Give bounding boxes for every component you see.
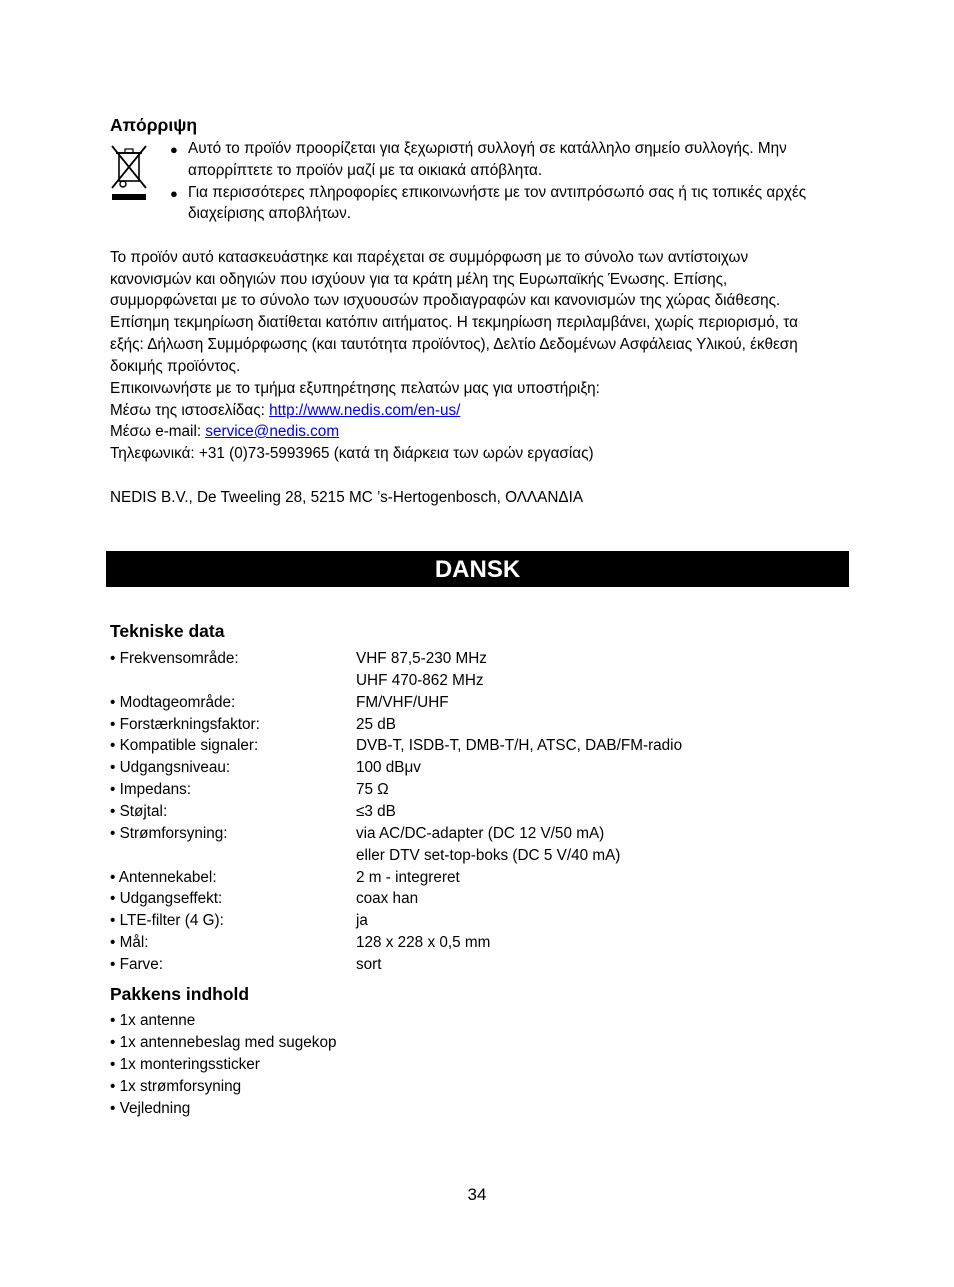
conformity-line: Επίσημη τεκμηρίωση διατίθεται κατόπιν αιτήματος. Η τεκμηρίωση περιλαμβάνει, χωρίς περιορισμό, τα (110, 314, 798, 331)
crossed-out-wheelie-bin-icon (110, 143, 150, 203)
phone-line: Τηλεφωνικά: +31 (0)73-5993965 (κατά τη διάρκεια των ωρών εργασίας) (110, 445, 594, 462)
bullet-dot: ● (170, 186, 178, 201)
website-link[interactable]: http://www.nedis.com/en-us/ (269, 402, 461, 419)
bullet-dot: ● (170, 142, 178, 157)
disposal-bullet-1-line-1: Αυτό το προϊόν προορίζεται για ξεχωριστή συλλογή σε κατάλληλο σημείο συλλογής. Μην (188, 140, 787, 157)
email-label: Μέσω e-mail: (110, 423, 206, 440)
spec-label: • Støjtal: (110, 803, 168, 820)
spec-value: UHF 470-862 MHz (356, 672, 484, 689)
spec-label: • Udgangseffekt: (110, 890, 223, 907)
specs-heading: Tekniske data (110, 621, 225, 641)
spec-label: • Frekvensområde: (110, 650, 239, 667)
spec-label: • Forstærkningsfaktor: (110, 716, 260, 733)
spec-label: • Kompatible signaler: (110, 737, 259, 754)
disposal-bullet-1-line-2: απορρίπτετε το προϊόν μαζί με τα οικιακά απόβλητα. (188, 162, 543, 179)
spec-label: • Impedans: (110, 781, 192, 798)
spec-value: coax han (356, 890, 419, 907)
package-item: • Vejledning (110, 1100, 191, 1117)
page-number: 34 (467, 1185, 487, 1204)
spec-value: FM/VHF/UHF (356, 694, 449, 711)
spec-value: VHF 87,5-230 MHz (356, 650, 487, 667)
spec-label: • Farve: (110, 956, 163, 973)
spec-value: 128 x 228 x 0,5 mm (356, 934, 491, 951)
disposal-heading: Απόρριψη (110, 115, 198, 135)
conformity-line: κανονισμών και οδηγιών που ισχύουν για τα κράτη μέλη της Ευρωπαϊκής Ένωσης. Επίσης, (110, 271, 728, 288)
support-intro: Επικοινωνήστε με το τμήμα εξυπηρέτησης πελατών μας για υποστήριξη: (110, 380, 600, 397)
disposal-bullet-2-line-2: διαχείρισης αποβλήτων. (188, 205, 351, 222)
email-line (110, 422, 339, 442)
website-label: Μέσω της ιστοσελίδας: (110, 402, 270, 419)
package-heading: Pakkens indhold (110, 984, 250, 1004)
spec-value: 75 Ω (356, 781, 389, 798)
package-item: • 1x antenne (110, 1012, 196, 1029)
email-link[interactable]: service@nedis.com (205, 423, 340, 440)
section-title-banner: DANSK (106, 551, 849, 587)
package-item: • 1x strømforsyning (110, 1078, 242, 1095)
spec-value: via AC/DC-adapter (DC 12 V/50 mA) (356, 825, 605, 842)
spec-value: ≤3 dB (356, 803, 396, 820)
package-item: • 1x monteringssticker (110, 1056, 260, 1073)
spec-value: ja (356, 912, 368, 929)
spec-label: • Strømforsyning: (110, 825, 228, 842)
spec-value: 100 dBμv (356, 759, 421, 776)
spec-value: 2 m - integreret (356, 869, 460, 886)
conformity-line: δοκιμής προϊόντος. (110, 358, 241, 375)
spec-label: • Udgangsniveau: (110, 759, 231, 776)
spec-value: sort (356, 956, 382, 973)
package-item: • 1x antennebeslag med sugekop (110, 1034, 337, 1051)
company-address: NEDIS B.V., De Tweeling 28, 5215 MC ’s-Hertogenbosch, ΟΛΛΑΝΔΙΑ (110, 489, 584, 506)
spec-value: eller DTV set-top-boks (DC 5 V/40 mA) (356, 847, 621, 864)
spec-label: • Modtageområde: (110, 694, 236, 711)
conformity-line: συμμορφώνεται με το σύνολο των ισχυουσών προδιαγραφών και κανονισμών της χώρας διάθεσης. (110, 292, 781, 309)
spec-label: • Mål: (110, 934, 149, 951)
spec-value: 25 dB (356, 716, 396, 733)
spec-label: • Antennekabel: (110, 869, 217, 886)
website-line (110, 401, 460, 421)
conformity-line: Το προϊόν αυτό κατασκευάστηκε και παρέχεται σε συμμόρφωση με το σύνολο των αντίστοιχων (110, 249, 749, 266)
disposal-bullet-2-line-1: Για περισσότερες πληροφορίες επικοινωνήστε με τον αντιπρόσωπό σας ή τις τοπικές αρχές (188, 184, 807, 201)
spec-label: • LTE-filter (4 G): (110, 912, 224, 929)
spec-value: DVB-T, ISDB-T, DMB-T/H, ATSC, DAB/FM-radio (356, 737, 683, 754)
conformity-line: εξής: Δήλωση Συμμόρφωσης (και ταυτότητα προϊόντος), Δελτίο Δεδομένων Ασφάλειας Υλικού, έκθεση (110, 336, 798, 353)
